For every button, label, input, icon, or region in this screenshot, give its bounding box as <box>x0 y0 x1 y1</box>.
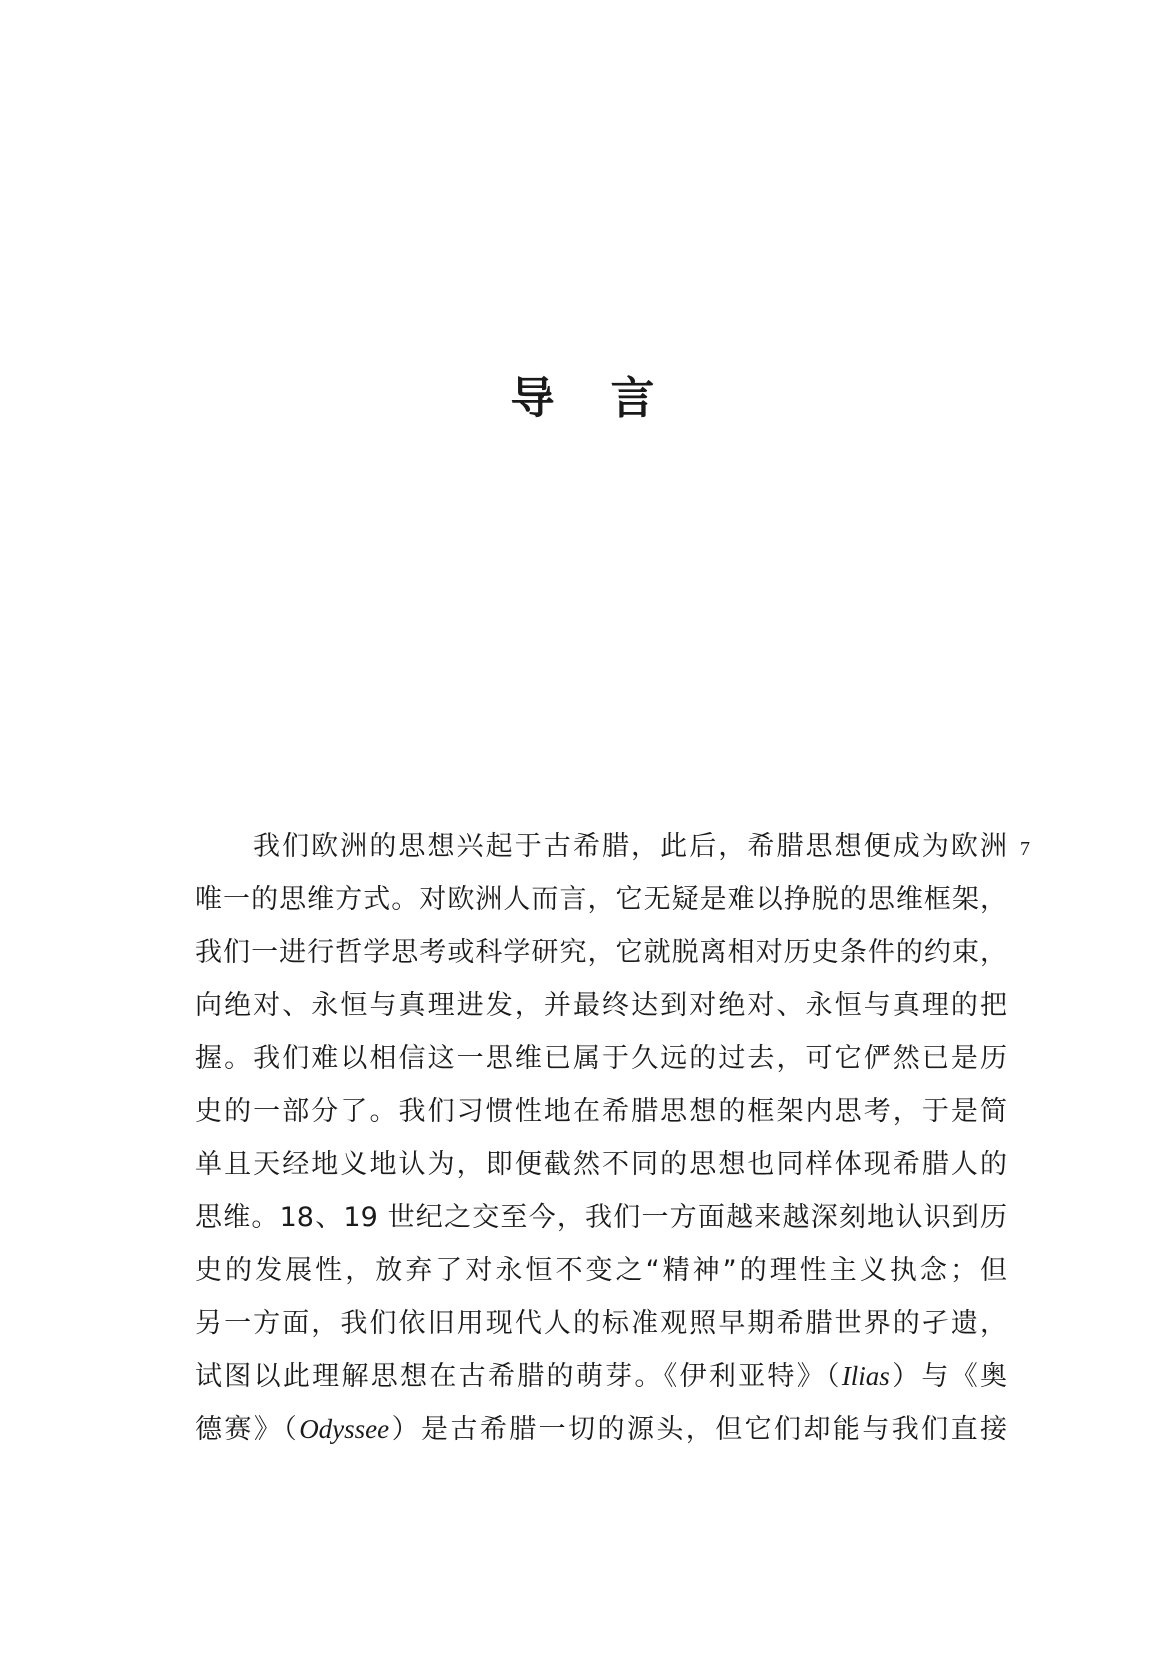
paragraph-line: 史的发展性，放弃了对永恒不变之“精神”的理性主义执念；但 <box>195 1255 1007 1286</box>
chapter-title-part1: 导 <box>510 373 555 424</box>
line-text-after: ）与《奥 <box>889 1361 1008 1392</box>
line-text-before: 德赛》（ <box>195 1414 300 1445</box>
paragraph-line: 我们欧洲的思想兴起于古希腊，此后，希腊思想便成为欧洲 <box>253 831 1007 862</box>
paragraph-line: 史的一部分了。我们习惯性地在希腊思想的框架内思考，于是简 <box>195 1096 1007 1127</box>
work-title-italic: Ilias <box>841 1361 890 1391</box>
paragraph-line <box>195 1403 1007 1456</box>
paragraph-line: 另一方面，我们依旧用现代人的标准观照早期希腊世界的孑遗， <box>195 1308 1007 1339</box>
chapter-title <box>0 372 1165 426</box>
paragraph-line: 向绝对、永恒与真理进发，并最终达到对绝对、永恒与真理的把 <box>195 990 1007 1021</box>
body-paragraph <box>195 820 1007 1456</box>
paragraph-line: 思维。18、19 世纪之交至今，我们一方面越来越深刻地认识到历 <box>195 1202 1007 1233</box>
line-text-before: 试图以此理解思想在古希腊的萌芽。《伊利亚特》（ <box>195 1361 842 1392</box>
work-title-italic: Odyssee <box>299 1414 390 1444</box>
paragraph-line: 单且天经地义地认为，即便截然不同的思想也同样体现希腊人的 <box>195 1149 1007 1180</box>
paragraph-line: 唯一的思维方式。对欧洲人而言，它无疑是难以挣脱的思维框架， <box>195 884 1007 915</box>
chapter-title-part2: 言 <box>610 373 655 424</box>
margin-page-number: 7 <box>1020 838 1030 860</box>
line-text-after: ）是古希腊一切的源头，但它们却能与我们直接 <box>389 1414 1008 1445</box>
paragraph-line <box>195 1350 1007 1403</box>
paragraph-line: 握。我们难以相信这一思维已属于久远的过去，可它俨然已是历 <box>195 1043 1007 1074</box>
paragraph-line: 我们一进行哲学思考或科学研究，它就脱离相对历史条件的约束， <box>195 937 1007 968</box>
